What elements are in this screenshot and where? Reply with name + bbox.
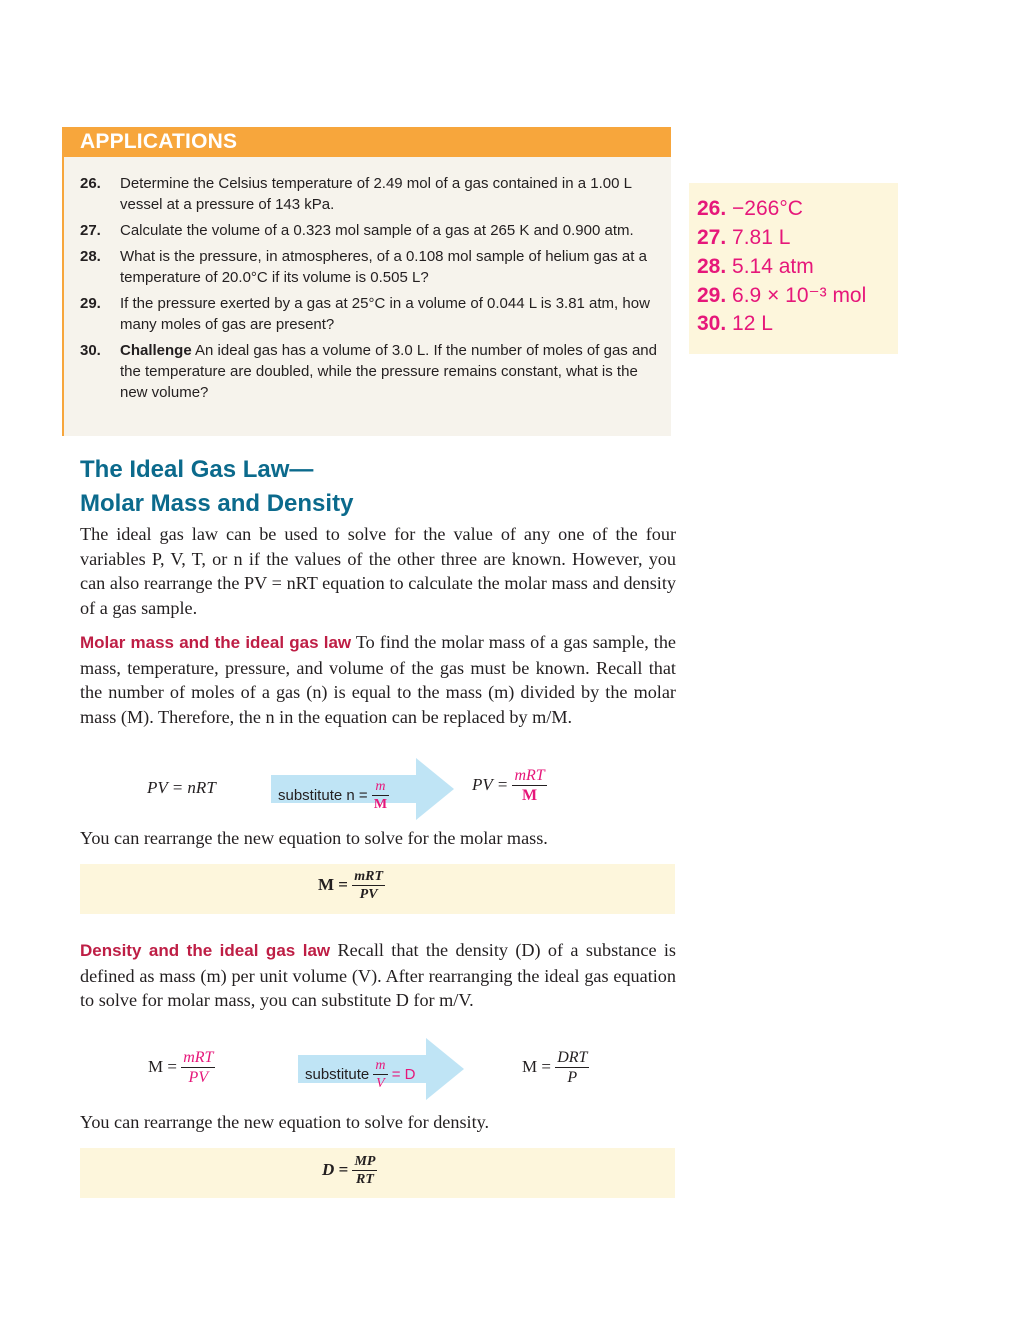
- problem-text: An ideal gas has a volume of 3.0 L. If the number of moles of gas and the temperature are doubled, while the pressure remains constant, what is the new volume?: [120, 342, 657, 401]
- problem-27: [80, 220, 665, 241]
- mRT-over-PV-fraction: [352, 870, 385, 902]
- problem-number: 26.: [80, 175, 101, 192]
- answer-value: 12 L: [732, 312, 773, 335]
- density-rearrange-text: You can rearrange the new equation to solve for density.: [80, 1112, 490, 1132]
- fraction-denominator: V: [376, 1076, 385, 1091]
- mRT-over-PV-fraction: [181, 1050, 215, 1086]
- problem-text: What is the pressure, in atmospheres, of a 0.108 mol sample of helium gas at a temperature of 20.0°C if its volume is 0.505 L?: [120, 248, 647, 286]
- fraction-numerator: mRT: [183, 1049, 214, 1066]
- problem-26: [80, 173, 665, 215]
- problem-number: 28.: [80, 248, 101, 265]
- substitute-arrow-head: [416, 758, 454, 820]
- fraction-numerator: m: [375, 1058, 386, 1073]
- intro-paragraph: The ideal gas law can be used to solve for the value of any one of the four variables P, V, T, or n if the values of the other three are known. However, you can also rearrange the PV = nRT equation to calculate the molar mass and density of a gas sample.: [80, 524, 676, 618]
- section-title-line1: The Ideal Gas Law—: [80, 456, 314, 483]
- equation-molar-mass-result: [318, 870, 385, 902]
- equation-density-result: [322, 1155, 377, 1187]
- answer-28: [697, 255, 814, 279]
- answer-value: 5.14 atm: [732, 255, 814, 278]
- density-paragraph: [80, 938, 676, 1013]
- answers-box: [689, 183, 898, 354]
- fraction-denominator: P: [567, 1069, 578, 1086]
- equation-prefix: PV =: [472, 774, 509, 794]
- fraction-denominator: PV: [188, 1069, 209, 1086]
- substitute-n-label: [278, 780, 389, 812]
- problem-text: Calculate the volume of a 0.323 mol sample of a gas at 265 K and 0.900 atm.: [120, 222, 634, 239]
- equation-density-substituted: [522, 1050, 589, 1086]
- problem-29: [80, 293, 665, 335]
- equation-molar-mass: [148, 1050, 215, 1086]
- molar-mass-text: To find the molar mass of a gas sample, the mass, temperature, pressure, and volume of the gas must be known. Recall that the number of moles of a gas (n) is equal to the mass (m) divided by the molar mass (M). Therefore, the n in the equation can be replaced by m/M.: [80, 632, 676, 727]
- m-over-V-fraction: [373, 1059, 387, 1091]
- challenge-label: Challenge: [120, 342, 192, 359]
- answer-value: −266°C: [732, 197, 803, 220]
- problem-30: [80, 340, 665, 403]
- equation-substituted: [472, 768, 547, 804]
- DRT-over-P-fraction: [555, 1050, 589, 1086]
- answer-number: 28.: [697, 255, 727, 278]
- fraction-numerator: mRT: [354, 869, 384, 884]
- substitute-D-label: [305, 1059, 415, 1091]
- fraction-numerator: MP: [354, 1154, 376, 1169]
- density-result-highlight: [80, 1148, 675, 1198]
- equation-prefix: D =: [322, 1159, 349, 1179]
- answer-number: 30.: [697, 312, 727, 335]
- applications-heading: APPLICATIONS: [64, 127, 671, 157]
- equation-prefix: M =: [148, 1056, 177, 1076]
- answer-26: [697, 197, 803, 221]
- fraction-numerator: mRT: [514, 767, 545, 784]
- problem-text: Determine the Celsius temperature of 2.49 mol of a gas contained in a 1.00 L vessel at a pressure of 143 kPa.: [120, 175, 632, 213]
- MP-over-RT-fraction: [352, 1155, 377, 1187]
- fraction-denominator: M: [522, 787, 538, 804]
- problem-text: If the pressure exerted by a gas at 25°C in a volume of 0.044 L is 3.81 atm, how many moles of gas are present?: [120, 295, 650, 333]
- fraction-numerator: m: [372, 780, 389, 796]
- problem-28: [80, 246, 665, 288]
- applications-list: [80, 173, 665, 408]
- answer-30: [697, 312, 773, 336]
- density-text: Recall that the density (D) of a substance is defined as mass (m) per unit volume (V). After rearranging the ideal gas equation to solve for molar mass, you can substitute D for m/V.: [80, 940, 677, 1010]
- molar-mass-paragraph: [80, 630, 676, 729]
- equation-prefix: M =: [318, 874, 348, 894]
- substitute-arrow-head: [426, 1038, 464, 1100]
- equation-ideal-gas: PV = nRT: [147, 778, 216, 797]
- fraction-denominator: RT: [356, 1172, 374, 1187]
- m-over-M-fraction: [372, 780, 389, 812]
- applications-box: [62, 127, 671, 436]
- molar-mass-rearrange-text: You can rearrange the new equation to solve for the molar mass.: [80, 828, 548, 848]
- molar-mass-subhead: Molar mass and the ideal gas law: [80, 633, 352, 652]
- answer-number: 29.: [697, 284, 727, 307]
- problem-number: 27.: [80, 222, 101, 239]
- section-title-line2: Molar Mass and Density: [80, 490, 354, 517]
- fraction-denominator: PV: [359, 887, 378, 902]
- answer-value: 7.81 L: [732, 226, 791, 249]
- answer-27: [697, 226, 790, 250]
- problem-number: 30.: [80, 342, 101, 359]
- substitute-text: substitute: [305, 1065, 370, 1083]
- equation-prefix: M =: [522, 1056, 551, 1076]
- answer-29: [697, 283, 866, 308]
- mRT-over-M-fraction: [512, 768, 546, 804]
- density-subhead: Density and the ideal gas law: [80, 941, 331, 960]
- answer-value: 6.9 × 10⁻³ mol: [732, 284, 867, 307]
- substitute-text: substitute n =: [278, 786, 368, 804]
- fraction-numerator: DRT: [557, 1049, 588, 1066]
- equals-D-text: = D: [391, 1065, 416, 1083]
- answer-number: 26.: [697, 197, 727, 220]
- answer-number: 27.: [697, 226, 727, 249]
- problem-number: 29.: [80, 295, 101, 312]
- fraction-denominator: M: [373, 797, 388, 812]
